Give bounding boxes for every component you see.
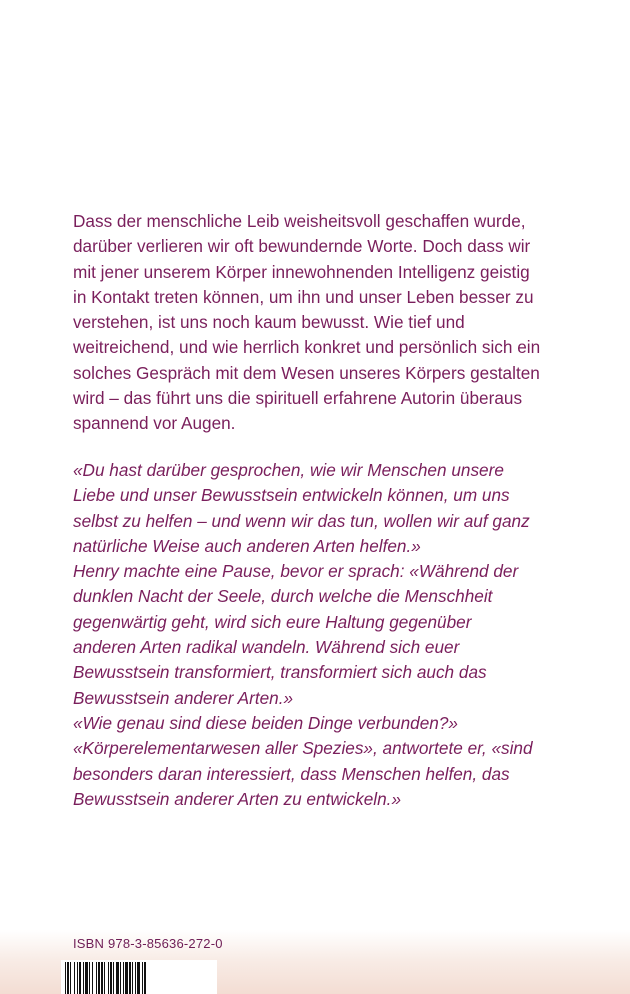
quote-line: selbst zu helfen – und wenn wir das tun, wollen wir auf ganz (73, 510, 530, 531)
quote-line: natürliche Weise auch anderen Arten helfen.» (73, 535, 421, 556)
quote-line: dunklen Nacht der Seele, durch welche die Menschheit (73, 586, 493, 607)
quote-line: «Wie genau sind diese beiden Dinge verbunden?» (73, 712, 458, 733)
blurb-line: in Kontakt treten können, um ihn und unser Leben besser zu (73, 286, 534, 307)
quote-line: «Körperelementarwesen aller Spezies», antwortete er, «sind (73, 738, 533, 759)
quote-line: «Du hast darüber gesprochen, wie wir Menschen unsere (73, 460, 504, 480)
barcode (61, 960, 217, 994)
blurb-line: verstehen, ist uns noch kaum bewusst. Wie tief und (73, 312, 465, 333)
blurb-line: spannend vor Augen. (73, 413, 236, 434)
blurb-line: solches Gespräch mit dem Wesen unseres Körpers gestalten (73, 362, 540, 383)
blurb-line: weitreichend, und wie herrlich konkret und persönlich sich ein (73, 337, 541, 358)
blurb-line: darüber verlieren wir oft bewundernde Worte. Doch dass wir (73, 236, 531, 257)
blurb-line: Dass der menschliche Leib weisheitsvoll geschaffen wurde, (73, 211, 526, 231)
quote-line: Henry machte eine Pause, bevor er sprach: «Während der (73, 561, 519, 582)
quote-line: besonders daran interessiert, dass Menschen helfen, das (73, 763, 510, 784)
blurb-line: mit jener unserem Körper innewohnenden Intelligenz geistig (73, 261, 530, 282)
quote-line: Liebe und unser Bewusstsein entwickeln können, um uns (73, 485, 510, 506)
quote-line: Bewusstsein anderer Arten.» (73, 687, 294, 708)
quote-line: Bewusstsein transformiert, transformiert sich auch das (73, 662, 487, 683)
quote-line: Bewusstsein anderer Arten zu entwickeln.» (73, 788, 402, 809)
quote-line: gegenwärtig geht, wird sich eure Haltung gegenüber (73, 611, 472, 632)
isbn-number: ISBN 978-3-85636-272-0 (73, 936, 223, 951)
blurb-text (73, 209, 573, 437)
barcode-graphic (61, 960, 217, 994)
quote-line: anderen Arten radikal wandeln. Während sich euer (73, 637, 460, 658)
blurb-line: wird – das führt uns die spirituell erfahrene Autorin überaus (73, 388, 523, 409)
quote-excerpt (73, 458, 573, 812)
